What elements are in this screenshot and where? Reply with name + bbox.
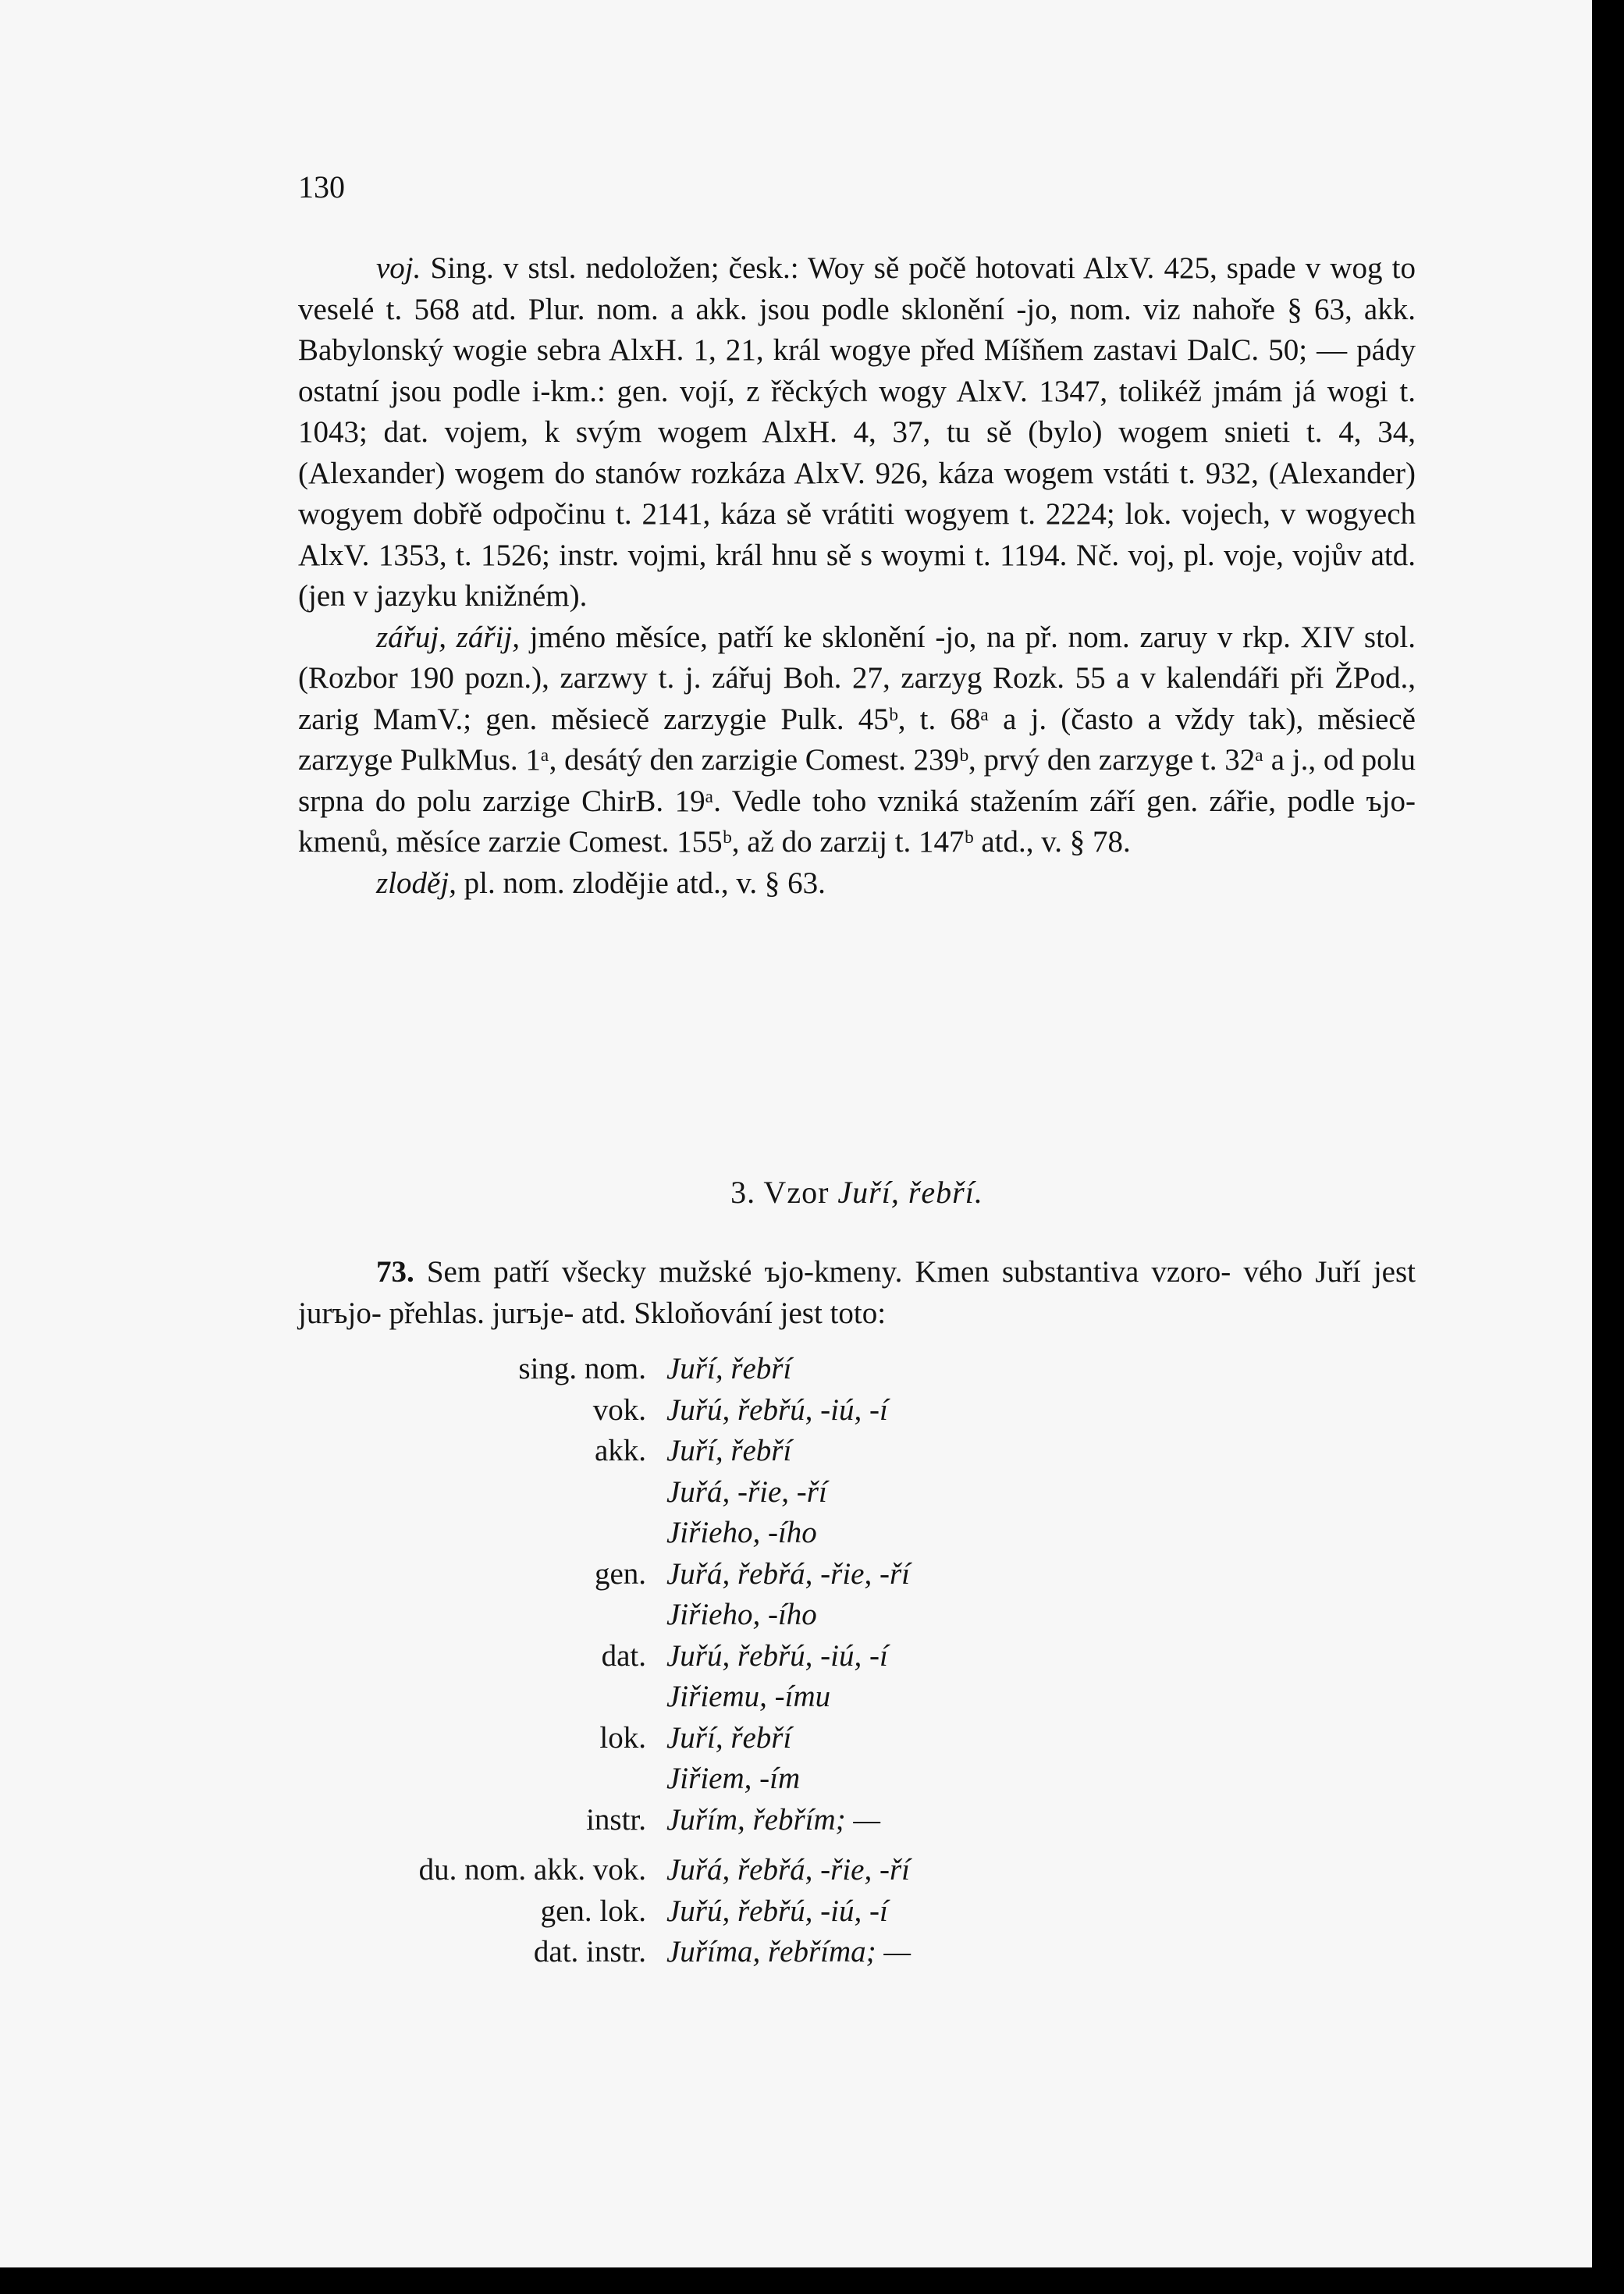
paradigm-row: Jiřiemu, -ímu	[666, 1680, 831, 1713]
paradigm-row: Jiřiem, -ím	[666, 1762, 801, 1795]
paradigm-row: du. nom. akk. vok. Juřá, řebřá, -řie, -ří	[418, 1853, 910, 1887]
headword: voj.	[376, 251, 421, 285]
paragraph-voj: voj. Sing. v stsl. nedoložen; česk.: Woy sě počě hotovati AlxV. 425, spade v wog to veselé t. 568 atd. Plur. nom. a akk. jsou podle sklonění -jo, nom. viz nahoře § 63, akk. Babylonský wogie sebra AlxH. 1, 21, král wogye před Míšňem zastavi DalC. 50; — pády ostatní jsou podle i-km.: gen. vojí, z řěckých wogy AlxV. 1347, tolikéž jmám já wogi t. 1043; dat. vojem, k svým wogem AlxH. 4, 37, tu sě (bylo) wogem snieti t. 4, 34, (Alexander) wogem do stanów rozkáza AlxV. 926, káza wogem vstáti t. 932, (Alexander) wogyem dobřě odpočinu t. 2141, káza sě vrátiti wogyem t. 2224; lok. vojech, v wogyech AlxV. 1353, t. 1526; instr. vojmi, král hnu sě s woymi t. 1194. Nč. voj, pl. voje, vojův atd. (jen v jazyku knižném).	[298, 251, 1416, 613]
paradigm-row: lok. Juří, řebří	[599, 1720, 792, 1755]
paradigm-row: vok. Juřú, řebřú, -iú, -í	[592, 1392, 888, 1427]
paragraph-73: 73. Sem patří všecky mužské ъjo-kmeny. Kmen substantiva vzoro- vého Juří jest jurъjo- přehlas. jurъje- atd. Skloňování jest toto:	[298, 1255, 1416, 1330]
paradigm-row: gen. lok. Juřú, řebřú, -iú, -í	[540, 1894, 888, 1928]
paradigm-row: gen. Juřá, řebřá, -řie, -ří	[594, 1556, 910, 1591]
section-number: 73.	[376, 1255, 414, 1289]
paradigm-row: akk. Juří, řebří	[594, 1434, 792, 1467]
section-heading: 3. Vzor Juří, řebří.	[730, 1175, 983, 1210]
paragraph-zlodej: zloděj, pl. nom. zlodějie atd., v. § 63.	[376, 866, 826, 900]
paradigm-row: Juřá, -řie, -ří	[666, 1474, 827, 1509]
paradigm-row: dat. Juřú, řebřú, -iú, -í	[601, 1638, 888, 1673]
text-body	[298, 248, 1416, 904]
paradigm-row: Jiřieho, -ího	[666, 1598, 817, 1631]
paragraph-zaruj: zářuj, zářij, jméno měsíce, patří ke sklonění -jo, na př. nom. zaruy v rkp. XIV stol. (Rozbor 190 pozn.), zarzwy t. j. zářuj Boh. 27, zarzyg Rozk. 55 a v kalendáři při ŽPod., zarig MamV.; gen. měsiecě zarzygie Pulk. 45ᵇ, t. 68ᵃ a j. (často a vždy tak), měsiecě zarzyge PulkMus. 1ᵃ, desátý den zarzigie Comest. 239ᵇ, prvý den zarzyge t. 32ᵃ a j., od polu srpna do polu zarzige ChirB. 19ᵃ. Vedle toho vzniká stažením září gen. zářie, podle ъjo-kmenů, měsíce zarzie Comest. 155ᵇ, až do zarzij t. 147ᵇ atd., v. § 78.	[298, 620, 1416, 859]
headword: zářuj, zářij,	[376, 620, 520, 654]
paradigm-row: dat. instr. Juříma, řebříma; —	[533, 1935, 912, 1969]
paradigm-row: instr. Juřím, řebřím; —	[586, 1802, 881, 1837]
paradigm-row: Jiřieho, -ího	[666, 1516, 817, 1549]
headword: zloděj,	[376, 866, 457, 900]
paradigm-row: sing. nom. Juří, řebří	[518, 1352, 792, 1385]
declension-paradigm	[298, 1349, 1416, 1973]
page-number: 130	[298, 169, 345, 205]
